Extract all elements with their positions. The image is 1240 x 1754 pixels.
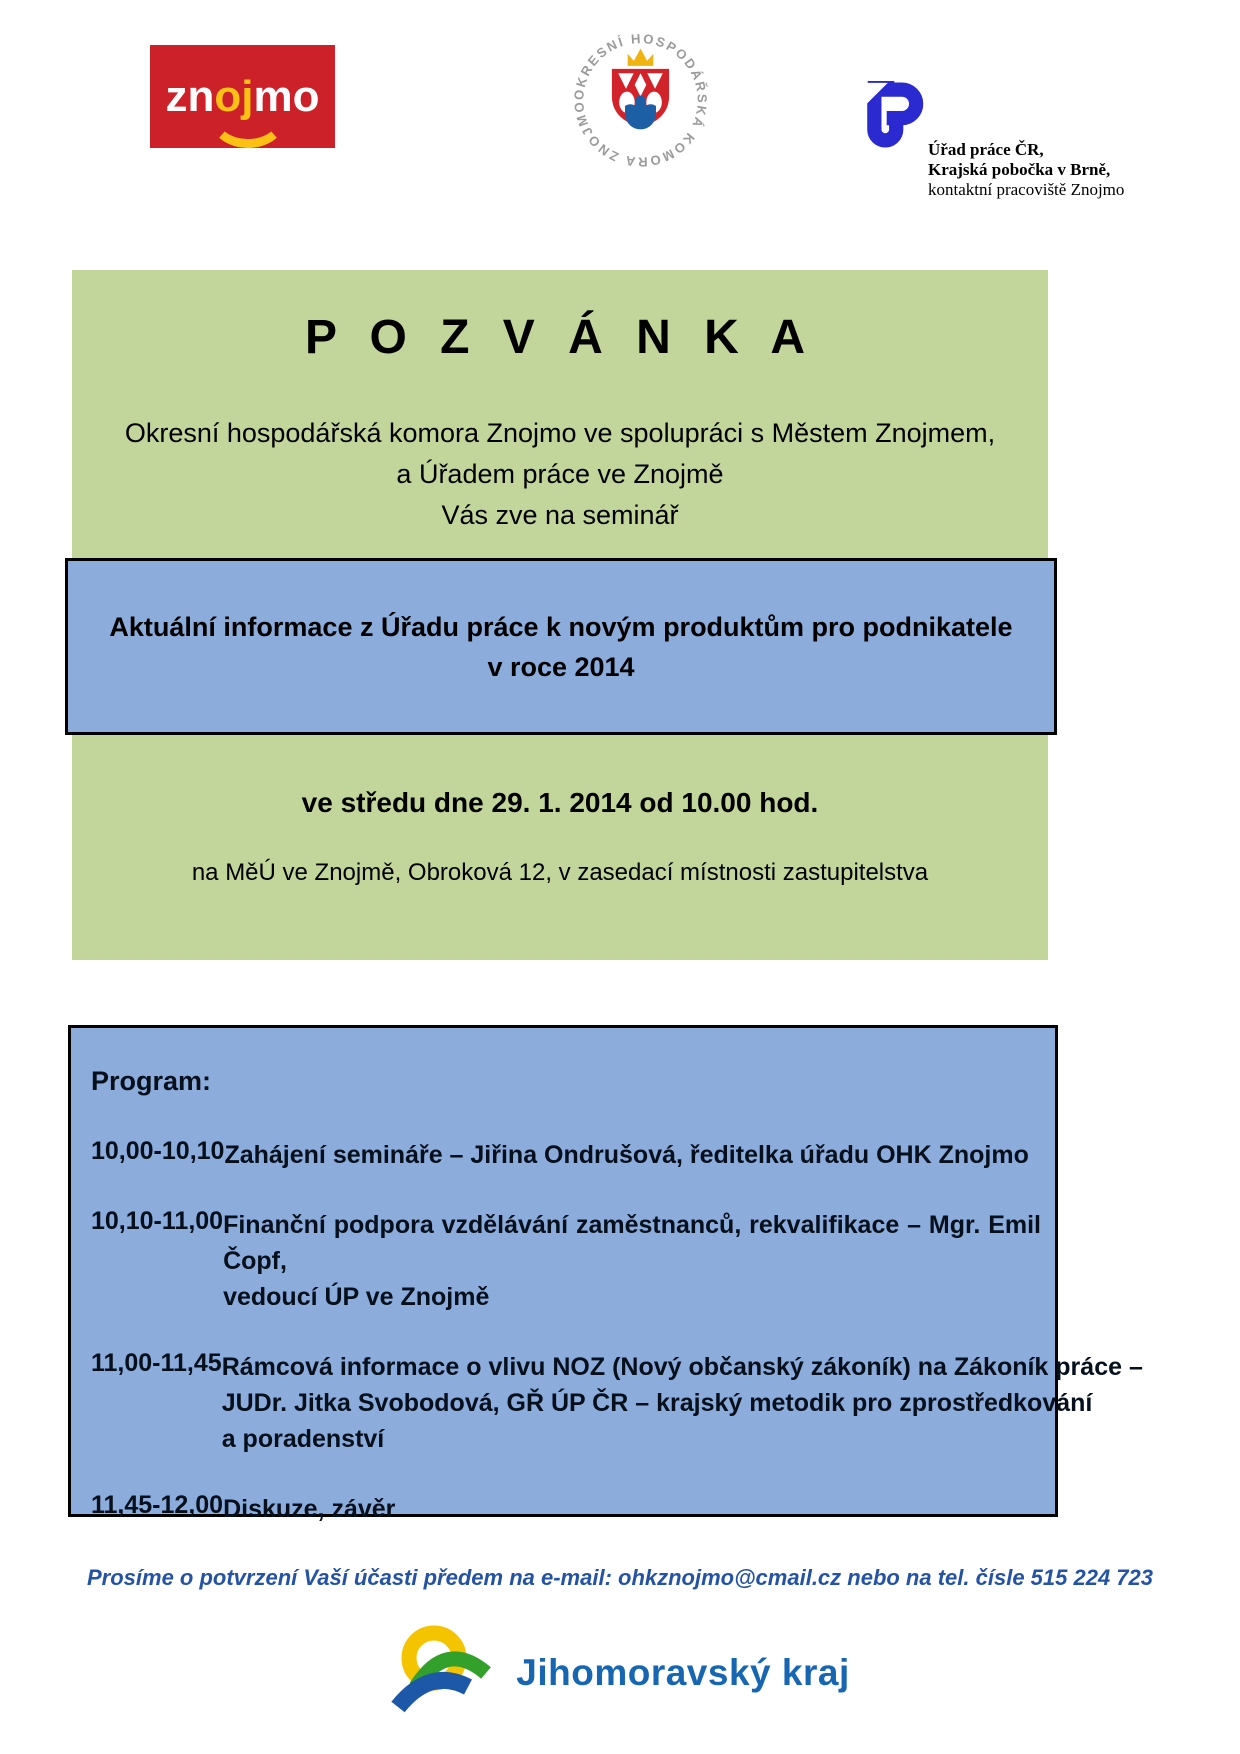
labour-office-caption xyxy=(928,140,1158,200)
labour-office-caption-line: kontaktní pracoviště Znojmo xyxy=(928,180,1125,199)
chamber-seal-icon xyxy=(563,12,718,177)
program-item-time: 11,00-11,45 xyxy=(91,1349,222,1377)
subject-line: Aktuální informace z Úřadu práce k novým produktům pro podnikatele xyxy=(109,611,1013,642)
program-item-line: Diskuze, závěr xyxy=(223,1495,396,1523)
region-logo-icon xyxy=(390,1623,502,1723)
program-item-description xyxy=(224,1137,1041,1173)
program-heading: Program: xyxy=(91,1066,212,1096)
rsvp-note: Prosíme o potvrzení Vaší účasti předem na e-mail: ohkznojmo@cmail.cz nebo na tel. čísle 515 224 723 xyxy=(86,1565,1154,1590)
program-item-line: Finanční podpora vzdělávání zaměstnanců, rekvalifikace – Mgr. Emil Čopf, xyxy=(223,1211,1041,1275)
invitation-title: P O Z V Á N K A xyxy=(304,311,816,364)
seal-shield xyxy=(610,47,670,129)
labour-office-icon xyxy=(843,72,938,167)
program-item-line: Rámcová informace o vlivu NOZ (Nový občanský zákoník) na Zákoník práce – xyxy=(221,1353,1143,1381)
program-item xyxy=(91,1137,1041,1173)
program-item xyxy=(91,1207,1041,1315)
labour-office-caption-line: Úřad práce ČR, xyxy=(928,140,1044,159)
program-items xyxy=(91,1137,1143,1527)
region-name: Jihomoravský kraj xyxy=(516,1652,850,1693)
program-item-time: 10,10-11,00 xyxy=(91,1207,224,1235)
znojmo-logo-text-part: zn xyxy=(165,71,215,121)
seminar-subject-box xyxy=(65,558,1057,735)
seminar-venue: na MěÚ ve Znojmě, Obroková 12, v zasedací místnosti zastupitelstva xyxy=(191,859,929,886)
program-item-line: vedoucí ÚP ve Znojmě xyxy=(223,1283,490,1311)
intro-line: a Úřadem práce ve Znojmě xyxy=(396,459,724,489)
znojmo-logo-text-part: oj xyxy=(214,71,254,121)
invitation-intro xyxy=(72,413,1048,536)
znojmo-logo-text-part: mo xyxy=(253,71,320,121)
smile-arc-icon xyxy=(210,89,286,148)
znojmo-logo-text xyxy=(165,71,320,121)
program-item-description xyxy=(223,1207,1041,1315)
program-panel xyxy=(68,1025,1143,1523)
document-header xyxy=(0,0,1240,240)
intro-line: Okresní hospodářská komora Znojmo ve spolupráci s Městem Znojmem, xyxy=(124,418,996,448)
program-item xyxy=(91,1491,1041,1527)
program-item-line: Zahájení semináře – Jiřina Ondrušová, ředitelka úřadu OHK Znojmo xyxy=(224,1141,1029,1169)
znojmo-city-logo xyxy=(150,45,335,148)
program-item-time: 10,00-10,10 xyxy=(91,1137,225,1165)
seminar-datetime: ve středu dne 29. 1. 2014 od 10.00 hod. xyxy=(301,787,819,818)
region-logo xyxy=(0,1618,1240,1728)
seal-ring-text: OKRESNÍ HOSPODÁŘSKÁ KOMORA ZNOJMO xyxy=(571,30,710,170)
program-item-line: JUDr. Jitka Svobodová, GŘ ÚP ČR – krajský metodik pro zprostředkování xyxy=(221,1389,1093,1417)
program-item-description xyxy=(222,1349,1143,1457)
program-item-time: 11,45-12,00 xyxy=(91,1491,224,1519)
program-item xyxy=(91,1349,1143,1457)
invitation-panel xyxy=(72,270,1048,960)
labour-office-caption-line: Krajská pobočka v Brně, xyxy=(928,160,1111,179)
program-item-description xyxy=(223,1491,1041,1527)
intro-line: Vás zve na seminář xyxy=(441,500,679,530)
program-item-line: a poradenství xyxy=(221,1425,385,1453)
subject-line: v roce 2014 xyxy=(487,651,635,682)
